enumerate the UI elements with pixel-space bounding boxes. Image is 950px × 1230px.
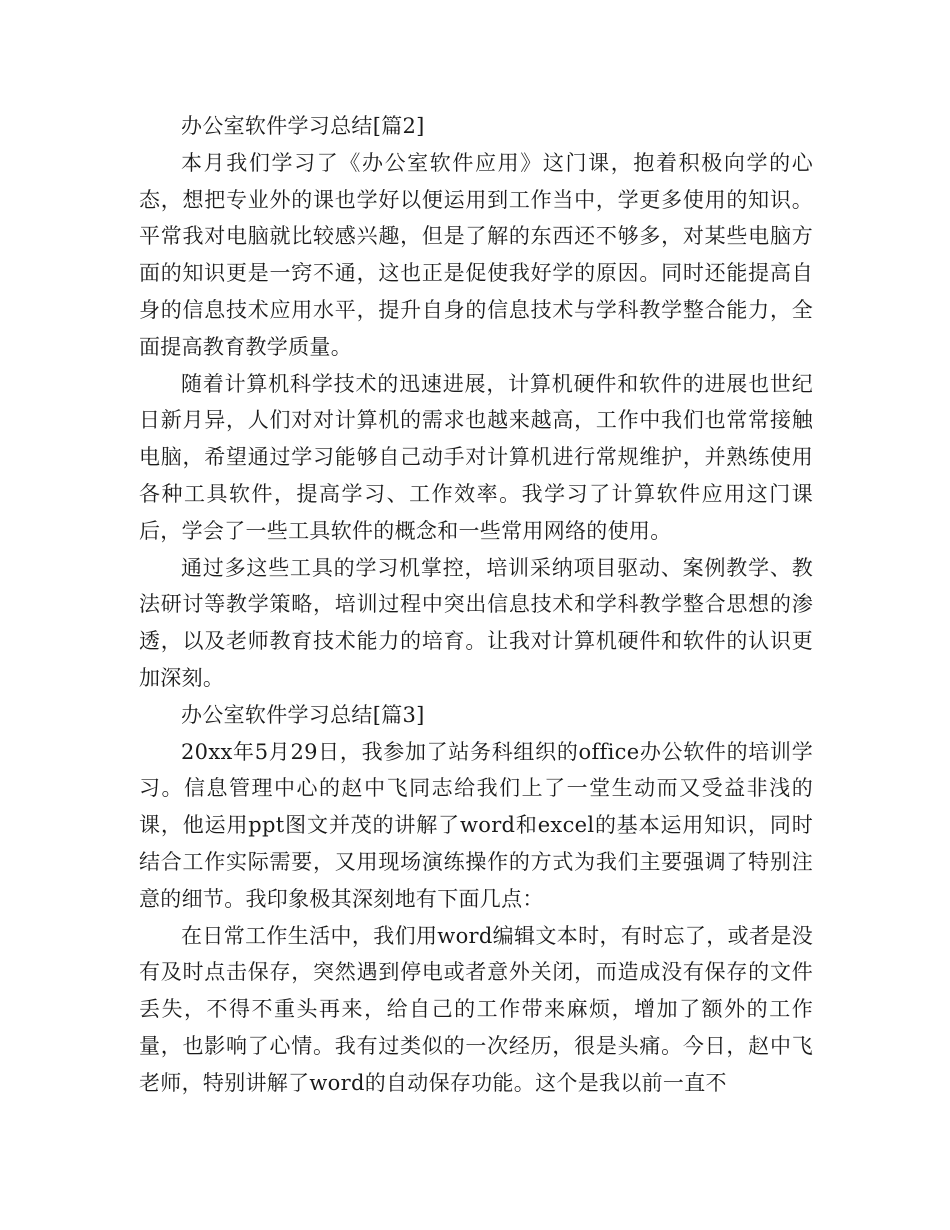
body-paragraph: 20xx年5月29日，我参加了站务科组织的office办公软件的培训学习。信息管理中心的赵中飞同志给我们上了一堂生动而又受益非浅的课，他运用ppt图文并茂的讲解了word和excel的基本运用知识，同时结合工作实际需要，又用现场演练操作的方式为我们主要强调了特别注意的细节。我印象极其深刻地有下面几点： xyxy=(139,739,813,911)
body-paragraph: 随着计算机科学技术的迅速进展，计算机硬件和软件的进展也世纪日新月异，人们对对计算机的需求也越来越高，工作中我们也常常接触电脑，希望通过学习能够自己动手对计算机进行常规维护，并熟练使用各种工具软件，提高学习、工作效率。我学习了计算软件应用这门课后，学会了一些工具软件的概念和一些常用网络的使用。 xyxy=(139,371,813,543)
document-page xyxy=(139,108,813,1102)
body-paragraph: 本月我们学习了《办公室软件应用》这门课，抱着积极向学的心态，想把专业外的课也学好以便运用到工作当中，学更多使用的知识。平常我对电脑就比较感兴趣，但是了解的东西还不够多，对某些电脑方面的知识更是一窍不通，这也正是促使我好学的原因。同时还能提高自身的信息技术应用水平，提升自身的信息技术与学科教学整合能力，全面提高教育教学质量。 xyxy=(139,150,813,359)
body-paragraph: 在日常工作生活中，我们用word编辑文本时，有时忘了，或者是没有及时点击保存，突然遇到停电或者意外关闭，而造成没有保存的文件丢失，不得不重头再来，给自己的工作带来麻烦，增加了额外的工作量，也影响了心情。我有过类似的一次经历，很是头痛。今日，赵中飞老师，特别讲解了word的自动保存功能。这个是我以前一直不 xyxy=(139,923,813,1095)
body-paragraph: 通过多这些工具的学习机掌控，培训采纳项目驱动、案例教学、教法研讨等教学策略，培训过程中突出信息技术和学科教学整合思想的渗透，以及老师教育技术能力的培育。让我对计算机硬件和软件的认识更加深刻。 xyxy=(139,555,813,690)
section-heading-part2: 办公室软件学习总结[篇2] xyxy=(181,114,425,138)
section-heading-part3: 办公室软件学习总结[篇3] xyxy=(181,702,425,727)
